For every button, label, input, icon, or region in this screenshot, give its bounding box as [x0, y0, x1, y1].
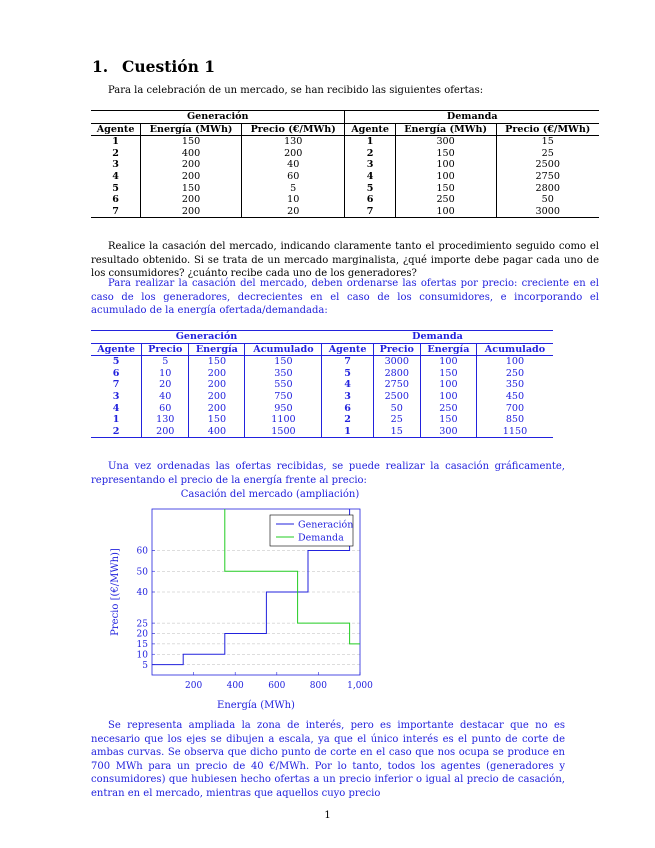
x-tick-label: 1,000 [347, 681, 373, 691]
table-cell: 5 [322, 368, 373, 380]
table-row [91, 206, 599, 218]
table-cell: 150 [141, 136, 242, 148]
table-cell: 15 [373, 426, 420, 438]
answer-paragraph-3: Se representa ampliada la zona de interés, pero es importante destacar que no es necesario que los ejes se dibujen a escala, ya que el único interés es el punto de corte de ambas curvas. Se observa que dicho punto de corte en el caso que nos ocupa se produce en 700 MWh para un precio de 40 €/MWh. Por lo tanto, todos los agentes (generadores y consumidores) que hubiesen hecho ofertas a un precio inferior o igual al precio de casación, entran en el mercado, mientras que aquellos cuyo precio [91, 720, 565, 799]
chart-title: Casación del mercado (ampliación) [180, 489, 360, 500]
table1-header-row [91, 123, 599, 136]
table-row [91, 194, 599, 206]
table-cell: 150 [141, 183, 242, 195]
table-cell: 25 [496, 148, 599, 160]
table-cell: 2 [322, 414, 373, 426]
table-cell: 5 [112, 182, 119, 194]
table-cell: 2750 [373, 379, 420, 391]
table-cell: 100 [395, 206, 496, 218]
y-tick-label: 40 [136, 588, 148, 599]
table-cell: 6 [345, 194, 395, 206]
table-cell: 3 [322, 391, 373, 403]
table-cell: 6 [112, 367, 120, 379]
table-cell: 40 [241, 159, 345, 171]
column-header: Acumulado [245, 343, 322, 356]
table-cell: 200 [141, 159, 242, 171]
table-cell: 2500 [496, 159, 599, 171]
table-cell: 10 [241, 194, 345, 206]
table-cell: 3 [112, 159, 119, 171]
table-cell: 150 [245, 356, 322, 368]
x-axis-label: Energía (MWh) [217, 700, 295, 711]
table-cell: 130 [241, 136, 345, 148]
answer-paragraph-2: Una vez ordenadas las ofertas recibidas, se puede realizar la casación gráficamente, representando el precio de la energía frente al precio: [91, 461, 565, 486]
table-row [91, 183, 599, 195]
column-header: Agente [322, 343, 373, 356]
table2-group-demand: Demanda [322, 331, 553, 344]
table-row [91, 414, 553, 426]
table-row [91, 403, 553, 415]
table-cell: 2750 [496, 171, 599, 183]
x-tick-labels [185, 681, 373, 691]
sorted-offers-table [91, 330, 553, 438]
column-header: Agente [345, 123, 395, 136]
column-header: Precio [142, 343, 189, 356]
x-tick-label: 200 [185, 681, 203, 691]
table2-group-generation: Generación [91, 331, 322, 344]
table-cell: 6 [322, 403, 373, 415]
table-cell: 750 [245, 391, 322, 403]
x-tick-label: 600 [268, 681, 286, 691]
table-cell: 2500 [373, 391, 420, 403]
table-cell: 2 [91, 426, 142, 438]
table-row [91, 391, 553, 403]
table-row [91, 148, 599, 160]
question-paragraph: Realice la casación del mercado, indicando claramente tanto el procedimiento seguido como el resultado obtenido. Si se trata de un mercado marginalista, ¿qué importe debe pagar cada uno de los consumidores? ¿cuánto recibe cada uno de los generadores? [91, 241, 599, 280]
x-tick-label: 800 [309, 681, 327, 691]
y-tick-label: 50 [136, 567, 148, 578]
table-cell: 2800 [496, 183, 599, 195]
table2-header-row [91, 343, 553, 356]
table-cell: 400 [189, 426, 245, 438]
table-cell: 60 [142, 403, 189, 415]
column-header: Energía (MWh) [141, 123, 242, 136]
table-cell: 150 [420, 368, 476, 380]
table-cell: 200 [141, 171, 242, 183]
table-cell: 200 [189, 379, 245, 391]
table-cell: 2800 [373, 368, 420, 380]
table-cell: 1 [112, 414, 120, 426]
table-cell: 950 [245, 403, 322, 415]
page-number: 1 [324, 810, 331, 821]
section-heading [92, 57, 215, 76]
table-cell: 25 [373, 414, 420, 426]
table-row [91, 379, 553, 391]
table-cell: 550 [245, 379, 322, 391]
section-title: Cuestión 1 [122, 57, 216, 76]
table-cell: 250 [476, 368, 553, 380]
y-tick-label: 25 [136, 619, 148, 630]
answer-paragraph-1: Para realizar la casación del mercado, deben ordenarse las ofertas por precio: creciente en el caso de los generadores, decrecientes en el caso de los consumidores, e incorporando el acumulado de la energía ofertada/demandada: [91, 278, 599, 317]
table-cell: 4 [345, 171, 395, 183]
legend-label-generacion: Generación [298, 519, 354, 531]
table-cell: 150 [395, 183, 496, 195]
table-cell: 2 [345, 148, 395, 160]
table-cell: 1500 [245, 426, 322, 438]
table-cell: 400 [141, 148, 242, 160]
table-cell: 300 [395, 136, 496, 148]
table-cell: 200 [189, 391, 245, 403]
table-cell: 150 [189, 414, 245, 426]
table-cell: 20 [241, 206, 345, 218]
table-cell: 250 [395, 194, 496, 206]
table-cell: 5 [142, 356, 189, 368]
column-header: Energía [420, 343, 476, 356]
table-cell: 4 [112, 170, 119, 182]
table-cell: 1 [112, 136, 119, 148]
table-cell: 50 [496, 194, 599, 206]
y-tick-label: 60 [136, 546, 148, 557]
table-cell: 7 [345, 206, 395, 218]
column-header: Precio [373, 343, 420, 356]
intro-paragraph: Para la celebración de un mercado, se han recibido las siguientes ofertas: [108, 85, 484, 96]
table-row [91, 426, 553, 438]
table-cell: 1150 [476, 426, 553, 438]
table-cell: 3000 [496, 206, 599, 218]
table-cell: 130 [142, 414, 189, 426]
table-cell: 150 [395, 148, 496, 160]
y-tick-label: 10 [136, 650, 148, 661]
table-cell: 250 [420, 403, 476, 415]
table-cell: 200 [241, 148, 345, 160]
column-header: Agente [91, 123, 141, 136]
table-cell: 200 [189, 403, 245, 415]
column-header: Precio (€/MWh) [241, 123, 345, 136]
table-row [91, 356, 553, 368]
y-tick-label: 15 [136, 640, 148, 651]
table-cell: 100 [395, 159, 496, 171]
y-axis-label: Precio [(€/MWh)] [110, 548, 121, 636]
table-cell: 300 [420, 426, 476, 438]
table-cell: 850 [476, 414, 553, 426]
table-cell: 700 [476, 403, 553, 415]
table-cell: 7 [91, 206, 141, 218]
table-cell: 10 [142, 368, 189, 380]
table-cell: 3 [112, 390, 120, 402]
table-cell: 1100 [245, 414, 322, 426]
table-cell: 350 [476, 379, 553, 391]
table-cell: 2 [112, 147, 119, 159]
y-tick-label: 5 [142, 660, 148, 671]
legend-label-demanda: Demanda [298, 532, 344, 544]
table-cell: 100 [476, 356, 553, 368]
table-cell: 4 [112, 402, 120, 414]
column-header: Energía (MWh) [395, 123, 496, 136]
table-cell: 450 [476, 391, 553, 403]
column-header: Precio (€/MWh) [496, 123, 599, 136]
offers-table [91, 110, 599, 218]
table-cell: 3 [345, 159, 395, 171]
table-cell: 350 [245, 368, 322, 380]
table-cell: 50 [373, 403, 420, 415]
section-number: 1. [92, 57, 109, 76]
table-cell: 1 [322, 426, 373, 438]
column-header: Acumulado [476, 343, 553, 356]
table-cell: 1 [345, 136, 395, 148]
column-header: Agente [91, 343, 142, 356]
table-row [91, 159, 599, 171]
chart-legend [270, 515, 353, 546]
table-row [91, 368, 553, 380]
table-row [91, 171, 599, 183]
table-cell: 6 [112, 194, 119, 206]
table1-group-demand: Demanda [345, 111, 599, 124]
table-row [91, 136, 599, 148]
table-cell: 15 [496, 136, 599, 148]
table-cell: 200 [141, 194, 242, 206]
table-cell: 4 [322, 379, 373, 391]
table-cell: 7 [112, 379, 120, 391]
table-cell: 100 [420, 379, 476, 391]
table-cell: 100 [420, 391, 476, 403]
market-clearing-chart [100, 484, 390, 714]
table-cell: 20 [142, 379, 189, 391]
y-tick-label: 20 [136, 629, 148, 640]
table-cell: 60 [241, 171, 345, 183]
table-cell: 7 [322, 356, 373, 368]
table-cell: 3000 [373, 356, 420, 368]
column-header: Energía [189, 343, 245, 356]
table-cell: 40 [142, 391, 189, 403]
table1-group-generation: Generación [91, 111, 345, 124]
table-cell: 200 [141, 206, 242, 218]
table-cell: 200 [189, 368, 245, 380]
table-cell: 5 [112, 356, 120, 368]
x-tick-label: 400 [226, 681, 244, 691]
table-cell: 100 [395, 171, 496, 183]
table-cell: 150 [420, 414, 476, 426]
table-cell: 100 [420, 356, 476, 368]
table-cell: 5 [241, 183, 345, 195]
y-tick-labels [137, 547, 149, 671]
table-cell: 5 [345, 183, 395, 195]
table-cell: 200 [142, 426, 189, 438]
table-cell: 150 [189, 356, 245, 368]
